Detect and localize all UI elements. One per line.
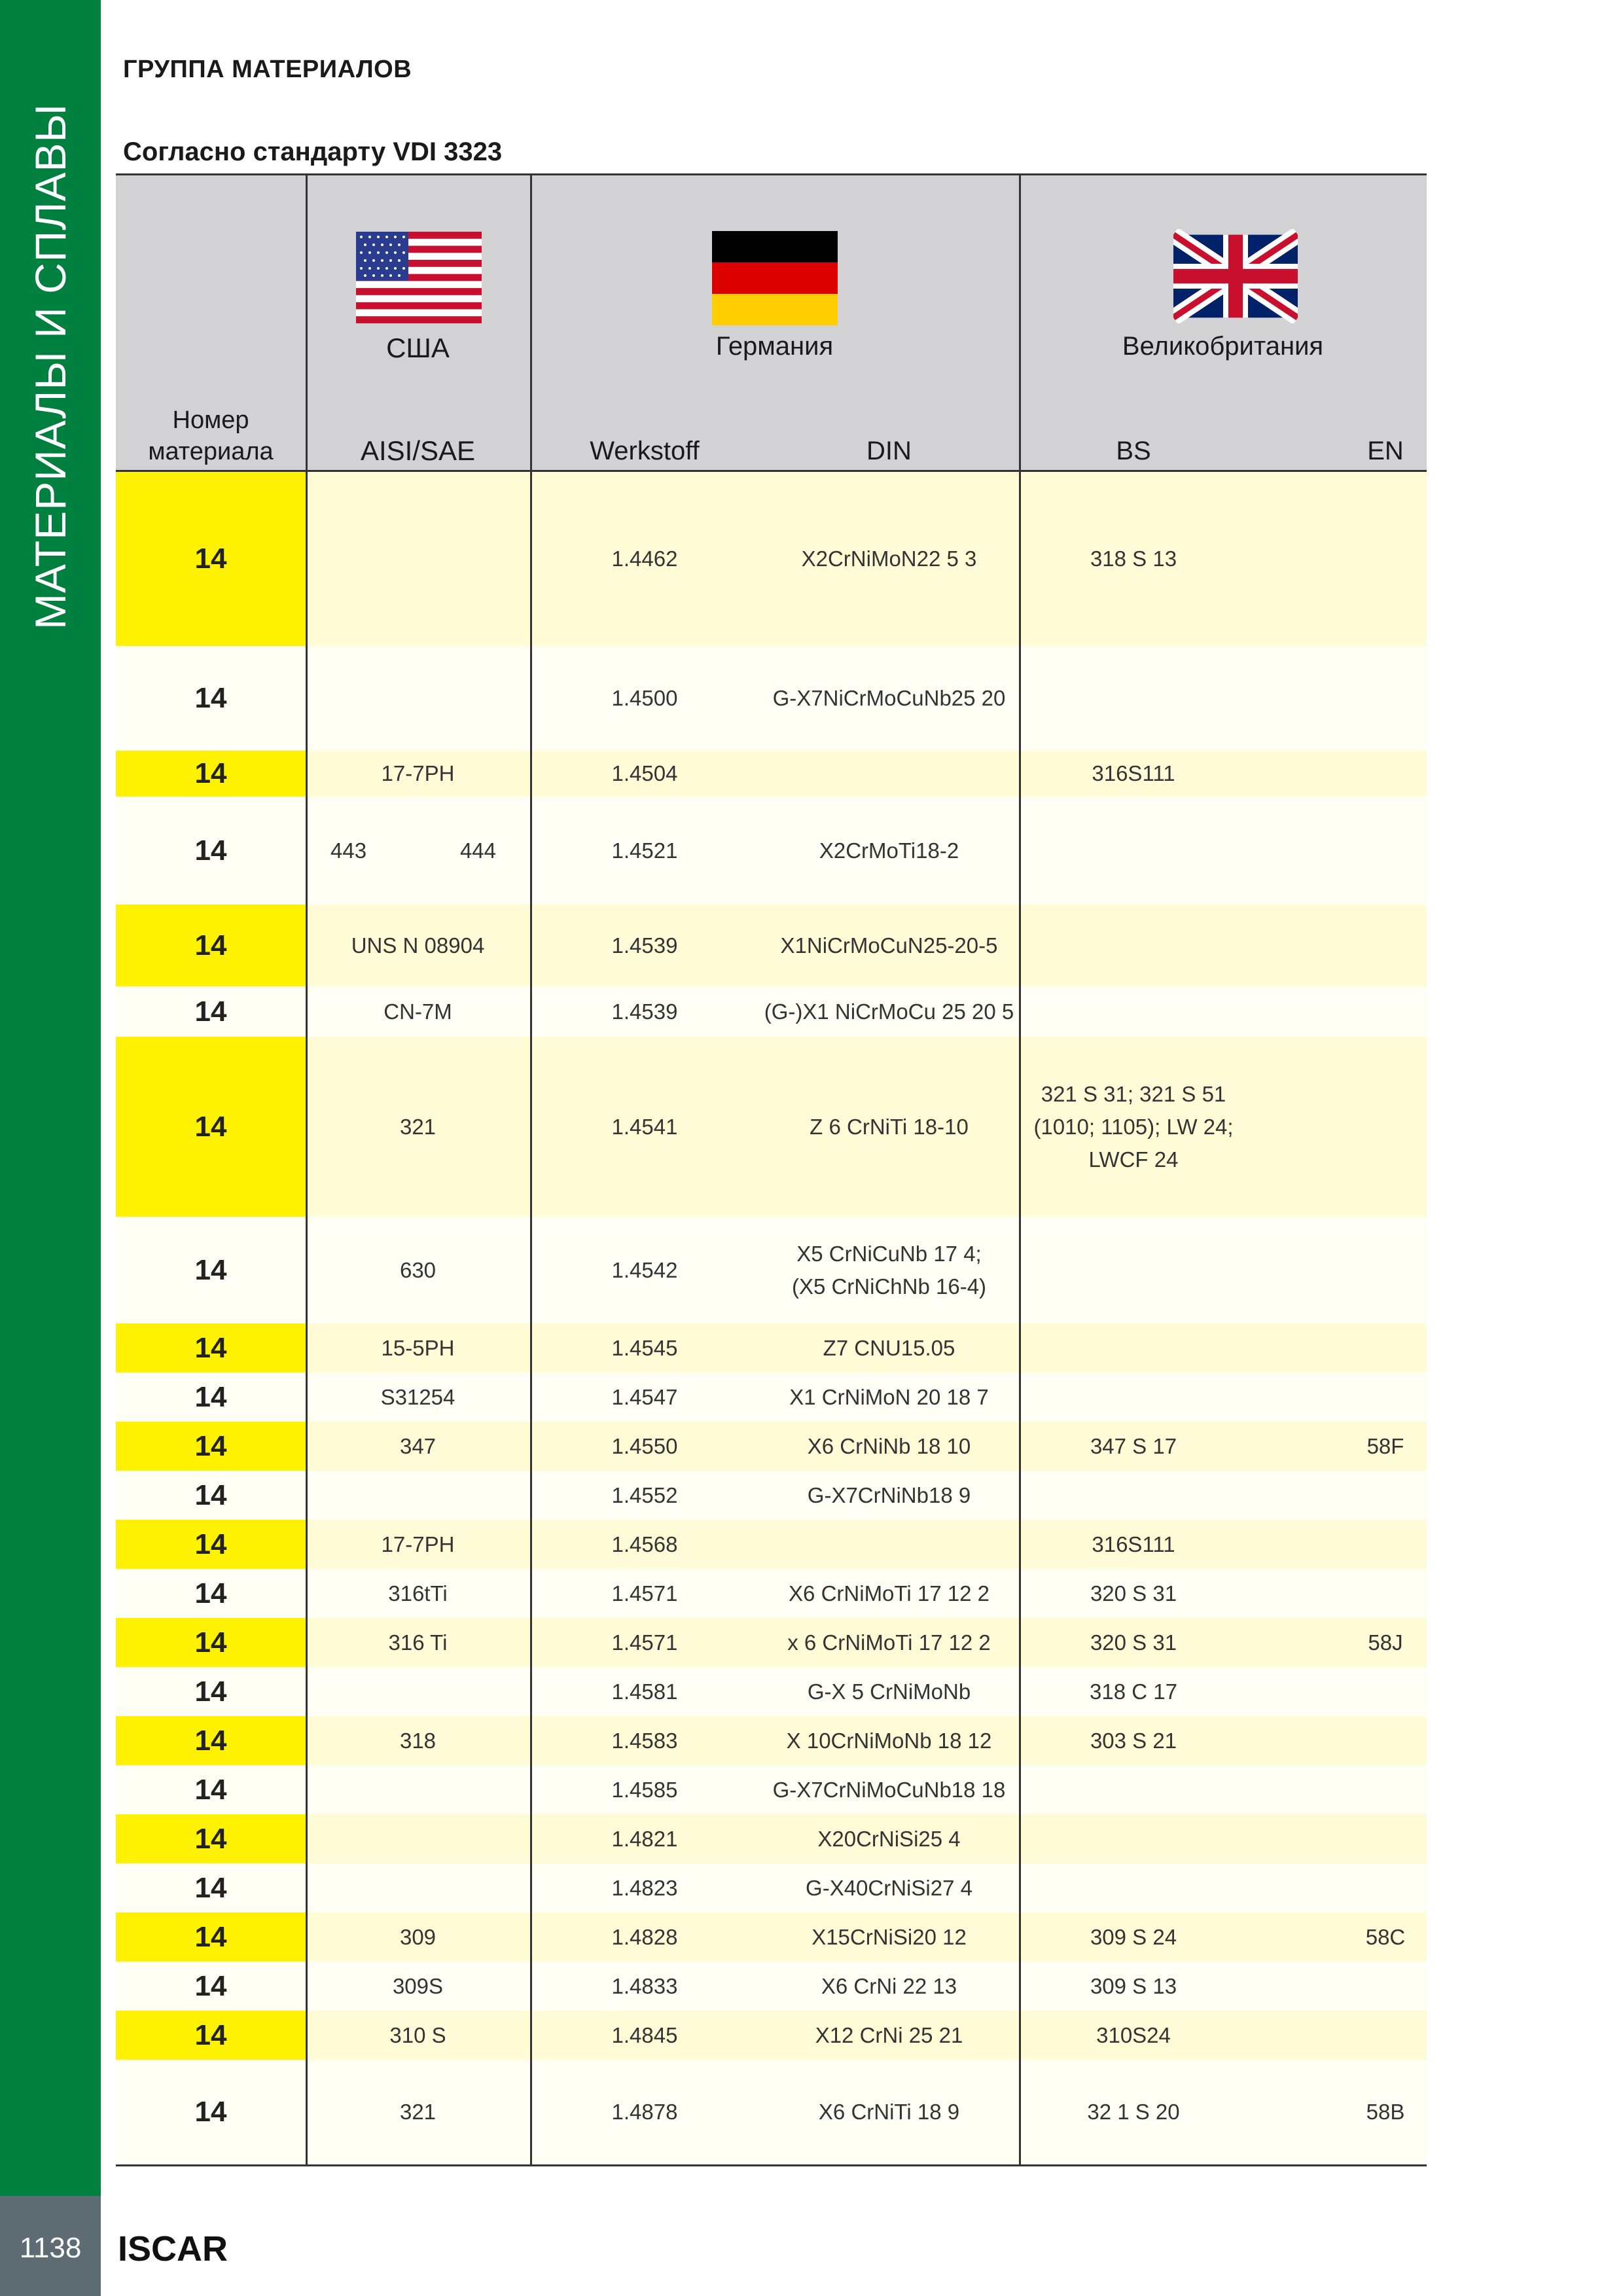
table-row — [116, 646, 1427, 751]
cell-en — [1346, 1814, 1425, 1863]
material-number: 14 — [194, 1675, 227, 1708]
cell-en — [1346, 1520, 1425, 1569]
cell-werkstoff: 1.4568 — [611, 1532, 678, 1556]
cell-en — [1346, 751, 1425, 797]
cell-din: Z7 CNU15.05 — [823, 1335, 955, 1360]
cell-en — [1346, 1372, 1425, 1422]
table-row — [116, 2011, 1427, 2060]
cell-din: X20CrNiSi25 4 — [817, 1826, 961, 1851]
cell-din: X2CrMoTi18-2 — [819, 838, 959, 863]
cell-din: X5 CrNiCuNb 17 4; (X5 CrNiChNb 16-4) — [791, 1241, 987, 1299]
table-header — [116, 173, 1427, 472]
cell-werkstoff: 1.4545 — [611, 1335, 678, 1360]
cell-aisi: 630 — [399, 1257, 437, 1282]
cell-en: 58J — [1368, 1630, 1403, 1655]
cell-din: G-X 5 CrNiMoNb — [807, 1679, 971, 1704]
material-number: 14 — [194, 1626, 227, 1659]
cell-werkstoff: 1.4571 — [611, 1581, 678, 1605]
cell-bs — [1019, 1765, 1248, 1814]
table-body — [116, 472, 1427, 2164]
material-number: 14 — [194, 995, 227, 1028]
cell-din: X1 CrNiMoN 20 18 7 — [789, 1384, 989, 1409]
cell-werkstoff: 1.4541 — [611, 1114, 678, 1139]
material-number: 14 — [194, 1331, 227, 1364]
cell-aisi — [306, 472, 530, 646]
cell-din: X6 CrNiMoTi 17 12 2 — [789, 1581, 990, 1605]
cell-din: X6 CrNiTi 18 9 — [818, 2100, 960, 2124]
cell-bs: 320 S 31 — [1090, 1581, 1177, 1605]
cell-en — [1346, 1037, 1425, 1217]
cell-din: X2CrNiMoN22 5 3 — [801, 547, 977, 571]
cell-en — [1346, 905, 1425, 986]
cell-werkstoff: 1.4821 — [611, 1826, 678, 1851]
cell-werkstoff: 1.4462 — [611, 547, 678, 571]
cell-din: G-X7NiCrMoCuNb25 20 — [772, 686, 1006, 710]
material-number: 14 — [194, 757, 227, 789]
cell-werkstoff: 1.4552 — [611, 1482, 678, 1507]
cell-en: 58B — [1366, 2100, 1405, 2124]
cell-werkstoff: 1.4500 — [611, 686, 678, 710]
cell-bs: 320 S 31 — [1090, 1630, 1177, 1655]
cell-din: X6 CrNi 22 13 — [821, 1973, 957, 1998]
cell-bs: 309 S 13 — [1090, 1973, 1177, 1998]
table-row — [116, 1618, 1427, 1667]
cell-aisi: 310 S — [389, 2022, 446, 2047]
cell-en — [1346, 797, 1425, 905]
country-uk: Великобритания — [1122, 332, 1324, 361]
cell-aisi: 321 — [399, 1114, 437, 1139]
cell-werkstoff: 1.4539 — [611, 999, 678, 1024]
table-row — [116, 1037, 1427, 1217]
material-number: 14 — [194, 929, 227, 961]
table-row — [116, 1667, 1427, 1716]
cell-din — [759, 751, 1019, 797]
cell-aisi: 316 Ti — [388, 1630, 448, 1655]
table-row — [116, 472, 1427, 646]
cell-aisi: 347 — [399, 1433, 437, 1458]
material-number: 14 — [194, 834, 227, 867]
cell-werkstoff: 1.4571 — [611, 1630, 678, 1655]
cell-din: (G-)X1 NiCrMoCu 25 20 5 — [764, 999, 1014, 1024]
table-row — [116, 1471, 1427, 1520]
cell-werkstoff: 1.4521 — [611, 838, 678, 863]
cell-din: Z 6 CrNiTi 18-10 — [810, 1114, 969, 1139]
cell-aisi — [306, 1765, 530, 1814]
cell-aisi: 318 — [399, 1728, 437, 1753]
uk-flag-icon — [1173, 229, 1298, 323]
cell-werkstoff: 1.4845 — [611, 2022, 678, 2047]
usa-flag-icon — [356, 232, 482, 323]
cell-bs — [1019, 1372, 1248, 1422]
cell-aisi — [306, 1471, 530, 1520]
cell-en: 58F — [1366, 1433, 1404, 1458]
cell-din: X6 CrNiNb 18 10 — [807, 1433, 971, 1458]
cell-aisi: 309S — [392, 1973, 444, 1998]
table-row — [116, 1962, 1427, 2011]
cell-werkstoff: 1.4539 — [611, 933, 678, 958]
cell-aisi: 316tTi — [388, 1581, 448, 1605]
table-row — [116, 1863, 1427, 1912]
cell-din: G-X7CrNiMoCuNb18 18 — [772, 1777, 1006, 1802]
cell-werkstoff: 1.4542 — [611, 1257, 678, 1282]
cell-werkstoff: 1.4828 — [611, 1924, 678, 1949]
table-row — [116, 905, 1427, 986]
table-row — [116, 1765, 1427, 1814]
material-number: 14 — [194, 1920, 227, 1953]
material-number: 14 — [194, 1773, 227, 1806]
cell-bs: 316S111 — [1092, 1532, 1175, 1556]
material-number: 14 — [194, 682, 227, 714]
table-row — [116, 1814, 1427, 1863]
page-number: 1138 — [19, 2232, 82, 2264]
cell-aisi — [306, 646, 530, 751]
table-row — [116, 2060, 1427, 2164]
material-number: 14 — [194, 1577, 227, 1609]
col-en: EN — [1367, 437, 1404, 465]
cell-din: X12 CrNi 25 21 — [815, 2022, 963, 2047]
cell-aisi: 309 — [399, 1924, 437, 1949]
cell-din: G-X40CrNiSi27 4 — [806, 1875, 972, 1900]
cell-aisi: S31254 — [380, 1384, 455, 1409]
cell-aisi — [306, 1863, 530, 1912]
cell-en: 58C — [1365, 1924, 1406, 1949]
cell-din: X 10CrNiMoNb 18 12 — [786, 1728, 992, 1753]
cell-en — [1346, 1217, 1425, 1323]
cell-aisi: 15-5PH — [381, 1335, 455, 1360]
cell-werkstoff: 1.4550 — [611, 1433, 678, 1458]
material-number: 14 — [194, 1528, 227, 1560]
cell-bs — [1019, 1471, 1248, 1520]
cell-aisi: CN-7M — [383, 999, 452, 1024]
cell-en — [1346, 2011, 1425, 2060]
brand-name: ISCAR — [118, 2229, 228, 2269]
material-number: 14 — [194, 1724, 227, 1757]
cell-en — [1346, 1667, 1425, 1716]
cell-aisi: 17-7PH — [381, 761, 455, 785]
country-germany: Германия — [715, 332, 834, 361]
material-number: 14 — [194, 1253, 227, 1286]
cell-en — [1346, 1323, 1425, 1372]
material-number: 14 — [194, 1479, 227, 1511]
cell-bs — [1019, 797, 1248, 905]
cell-bs — [1019, 1217, 1248, 1323]
cell-bs: 303 S 21 — [1090, 1728, 1177, 1753]
material-number: 14 — [194, 543, 227, 575]
cell-werkstoff: 1.4823 — [611, 1875, 678, 1900]
sidebar-band — [0, 0, 101, 2196]
cell-bs: 318 C 17 — [1090, 1679, 1177, 1704]
table-row — [116, 751, 1427, 797]
cell-werkstoff: 1.4878 — [611, 2100, 678, 2124]
cell-din: X1NiCrMoCuN25-20-5 — [780, 933, 998, 958]
cell-aisi: 443 444 — [330, 838, 496, 863]
table-row — [116, 1323, 1427, 1372]
col-aisi: AISI/SAE — [360, 435, 476, 466]
col-din: DIN — [866, 437, 912, 465]
cell-aisi: 321 — [399, 2100, 437, 2124]
materials-table — [116, 173, 1427, 2166]
cell-werkstoff: 1.4504 — [611, 761, 678, 785]
country-usa: США — [386, 332, 450, 363]
cell-en — [1346, 1962, 1425, 2011]
cell-aisi: 17-7PH — [381, 1532, 455, 1556]
germany-flag-icon — [712, 231, 838, 325]
material-number: 14 — [194, 1110, 227, 1143]
cell-bs: 318 S 13 — [1090, 547, 1177, 571]
standard-title: Согласно стандарту VDI 3323 — [123, 137, 503, 166]
cell-bs: 309 S 24 — [1090, 1924, 1177, 1949]
cell-bs — [1019, 1323, 1248, 1372]
material-number: 14 — [194, 1969, 227, 2002]
cell-bs: 347 S 17 — [1090, 1433, 1177, 1458]
cell-en — [1346, 1471, 1425, 1520]
cell-en — [1346, 1765, 1425, 1814]
material-number: 14 — [194, 2096, 227, 2128]
cell-bs — [1019, 646, 1248, 751]
cell-en — [1346, 1716, 1425, 1765]
cell-aisi — [306, 1667, 530, 1716]
cell-werkstoff: 1.4833 — [611, 1973, 678, 1998]
table-row — [116, 1716, 1427, 1765]
cell-bs — [1019, 1863, 1248, 1912]
cell-aisi — [306, 1814, 530, 1863]
table-row — [116, 1569, 1427, 1618]
material-number: 14 — [194, 1871, 227, 1904]
cell-aisi: UNS N 08904 — [351, 933, 485, 958]
cell-werkstoff: 1.4547 — [611, 1384, 678, 1409]
cell-en — [1346, 1863, 1425, 1912]
cell-bs: 310S24 — [1096, 2022, 1171, 2047]
table-row — [116, 986, 1427, 1037]
cell-bs — [1019, 905, 1248, 986]
cell-en — [1346, 1569, 1425, 1618]
cell-bs: 321 S 31; 321 S 51 (1010; 1105); LW 24; LWCF 24 — [1033, 1081, 1234, 1172]
material-number: 14 — [194, 1380, 227, 1413]
material-number: 14 — [194, 1822, 227, 1855]
col-werkstoff: Werkstoff — [590, 437, 700, 465]
col-number: Номер материала — [148, 406, 274, 465]
table-row — [116, 1217, 1427, 1323]
table-row — [116, 1520, 1427, 1569]
cell-din — [759, 1520, 1019, 1569]
table-row — [116, 1372, 1427, 1422]
cell-din: G-X7CrNiNb18 9 — [807, 1482, 971, 1507]
cell-bs: 316S111 — [1092, 761, 1175, 785]
cell-werkstoff: 1.4583 — [611, 1728, 678, 1753]
table-row — [116, 1422, 1427, 1471]
table-row — [116, 1912, 1427, 1962]
cell-en — [1346, 646, 1425, 751]
col-bs: BS — [1116, 437, 1151, 465]
cell-en — [1346, 472, 1425, 646]
cell-bs — [1019, 1814, 1248, 1863]
cell-werkstoff: 1.4585 — [611, 1777, 678, 1802]
material-number: 14 — [194, 2018, 227, 2051]
cell-bs — [1019, 986, 1248, 1037]
group-title: ГРУППА МАТЕРИАЛОВ — [123, 56, 412, 83]
sidebar-title: МАТЕРИАЛЫ И СПЛАВЫ — [26, 103, 75, 630]
cell-bs: 32 1 S 20 — [1087, 2100, 1180, 2124]
cell-werkstoff: 1.4581 — [611, 1679, 678, 1704]
cell-din: X15CrNiSi20 12 — [812, 1924, 967, 1949]
cell-en — [1346, 986, 1425, 1037]
table-bottom-border — [116, 2164, 1427, 2166]
material-number: 14 — [194, 1429, 227, 1462]
cell-din: x 6 CrNiMoTi 17 12 2 — [787, 1630, 991, 1655]
table-row — [116, 797, 1427, 905]
